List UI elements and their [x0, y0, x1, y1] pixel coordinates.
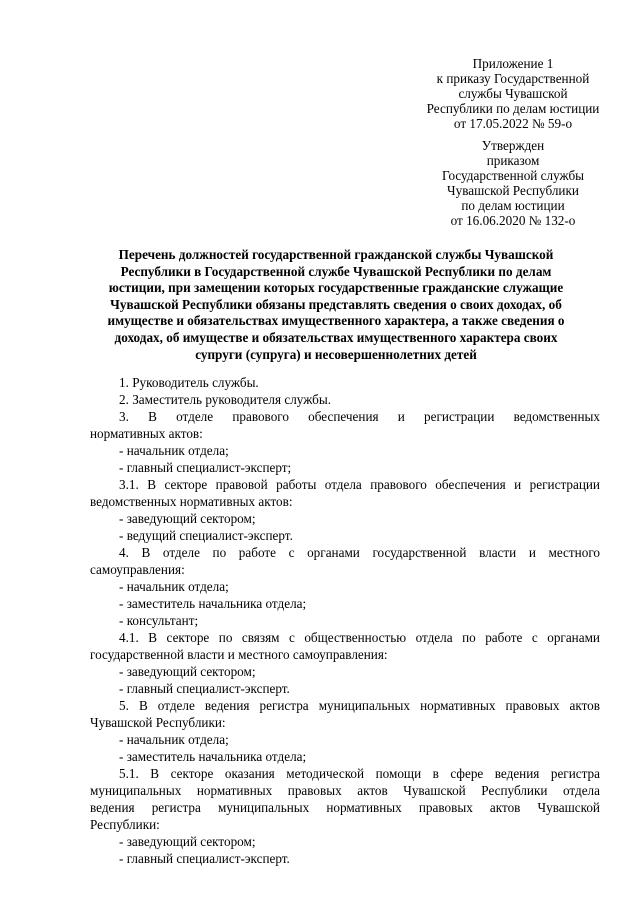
list-line: - ведущий специалист-эксперт. — [119, 528, 293, 543]
appendix-line: к приказу Государственной — [436, 71, 590, 86]
list-line: государственной власти и местного самоуправления: — [90, 647, 388, 662]
list-line: - заместитель начальника отдела; — [119, 749, 307, 764]
list-line: - начальник отдела; — [119, 732, 229, 747]
list-line: 1. Руководитель службы. — [119, 375, 259, 390]
title-line: имуществе и обязательствах имущественного характера, а также сведения о — [107, 313, 565, 329]
approval-line: приказом — [486, 153, 540, 168]
approval-line: от 16.06.2020 № 132-о — [450, 213, 576, 228]
list-line: 5. В отделе ведения регистра муниципальных нормативных правовых актов — [119, 698, 600, 713]
appendix-line: Республики по делам юстиции — [426, 101, 600, 116]
list-line: самоуправления: — [90, 562, 185, 577]
list-line: 3.1. В секторе правовой работы отдела правового обеспечения и регистрации — [119, 477, 600, 492]
appendix-line: службы Чувашской — [458, 86, 568, 101]
list-line: - главный специалист-эксперт. — [119, 851, 290, 866]
list-line: - заместитель начальника отдела; — [119, 596, 307, 611]
list-line: - главный специалист-эксперт. — [119, 681, 290, 696]
list-line: - заведующий сектором; — [119, 664, 256, 679]
list-line: 4.1. В секторе по связям с общественностью отдела по работе с органами — [119, 630, 600, 645]
title-line: Чувашской Республики обязаны представлять сведения о своих доходах, об — [110, 296, 562, 312]
list-line: Чувашской Республики: — [90, 715, 226, 730]
approval-line: Государственной службы — [441, 168, 585, 183]
list-line: - консультант; — [119, 613, 199, 628]
approval-stamp — [410, 138, 616, 228]
title-line: доходах, об имуществе и обязательствах имущественного характера своих — [114, 329, 558, 345]
list-line: - начальник отдела; — [119, 443, 229, 458]
title-line: Республики в Государственной службе Чувашской Республики по делам — [120, 263, 552, 279]
list-line: 2. Заместитель руководителя службы. — [119, 392, 332, 407]
list-line: - заведующий сектором; — [119, 511, 256, 526]
approval-line: Утвержден — [481, 138, 545, 153]
list-line: 3. В отделе правового обеспечения и регистрации ведомственных — [119, 409, 600, 424]
list-line: 4. В отделе по работе с органами государственной власти и местного — [119, 545, 600, 560]
list-line: нормативных актов: — [90, 426, 203, 441]
list-line: ведомственных нормативных актов: — [90, 494, 293, 509]
document-title — [92, 247, 580, 363]
approval-line: Чувашской Республики — [447, 183, 579, 198]
list-line: Республики: — [90, 817, 160, 832]
appendix-line: от 17.05.2022 № 59-о — [453, 116, 573, 131]
list-line: - главный специалист-эксперт; — [119, 460, 292, 475]
list-line: - заведующий сектором; — [119, 834, 256, 849]
title-line: юстиции, при замещении которых государственные гражданские служащие — [108, 280, 564, 296]
approval-line: по делам юстиции — [461, 198, 565, 213]
list-line: 5.1. В секторе оказания методической помощи в сфере ведения регистра — [119, 766, 600, 781]
appendix-header — [410, 56, 616, 131]
title-line: супруги (супруга) и несовершеннолетних детей — [195, 346, 477, 362]
title-line: Перечень должностей государственной гражданской службы Чувашской — [118, 247, 554, 262]
list-line: муниципальных нормативных правовых актов Чувашской Республики отдела — [90, 783, 600, 798]
positions-list — [90, 374, 600, 867]
appendix-line: Приложение 1 — [472, 56, 554, 71]
list-line: - начальник отдела; — [119, 579, 229, 594]
list-line: ведения регистра муниципальных нормативных правовых актов Чувашской — [90, 800, 600, 815]
